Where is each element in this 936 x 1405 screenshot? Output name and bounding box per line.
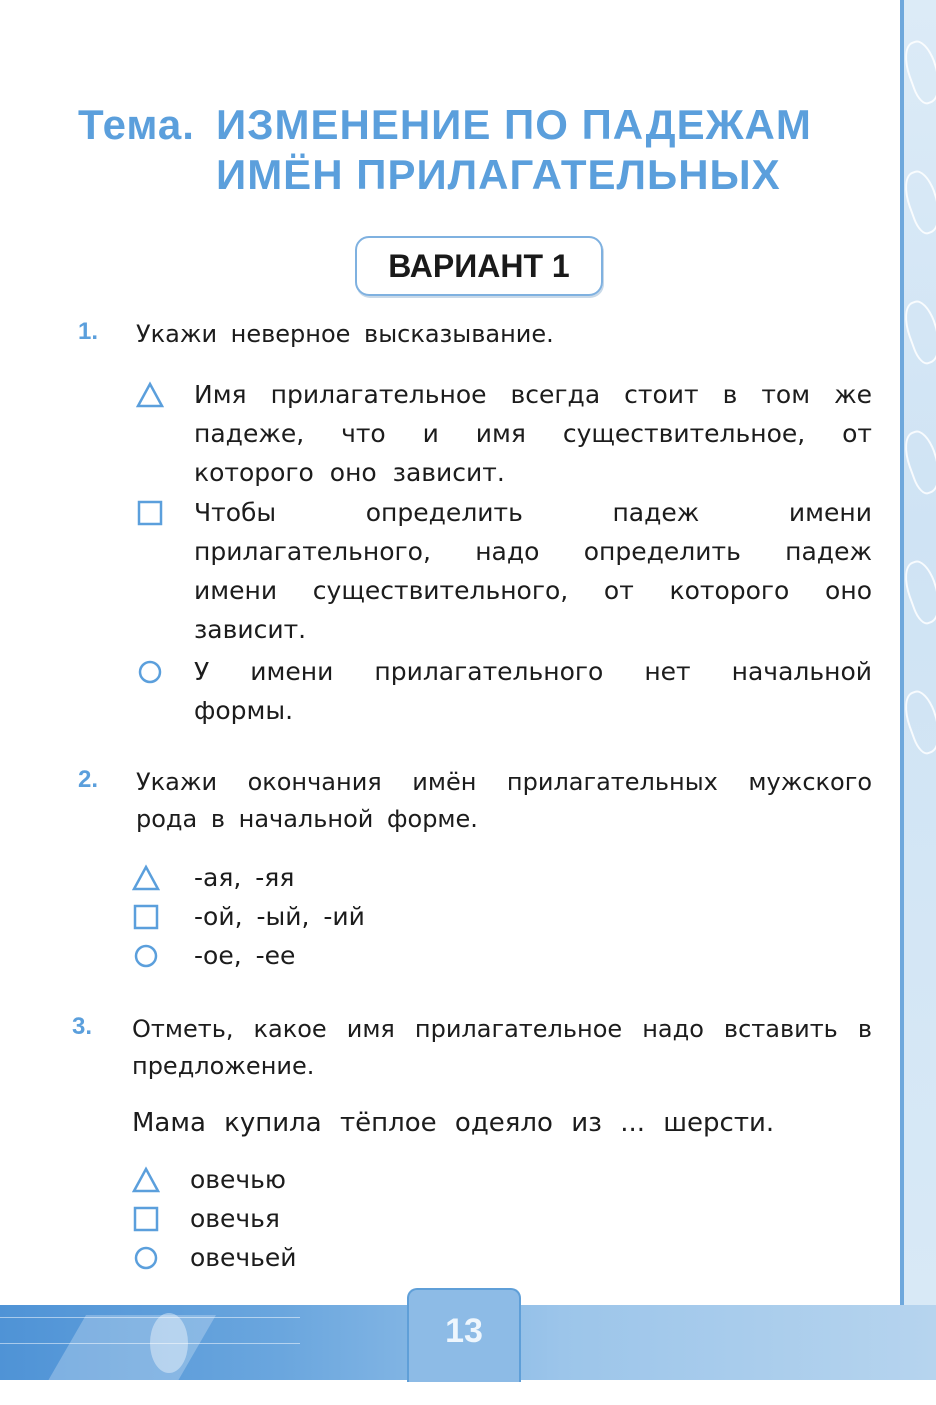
triangle-icon[interactable] <box>136 381 164 409</box>
answer-option[interactable] <box>132 1238 872 1278</box>
answer-option[interactable] <box>132 1199 872 1239</box>
option-text: овечьей <box>190 1243 297 1272</box>
answer-option[interactable] <box>136 858 876 898</box>
decorative-letter <box>898 167 936 237</box>
option-text: -ой, -ый, -ий <box>194 902 365 931</box>
answer-option[interactable] <box>136 375 876 495</box>
circle-icon[interactable] <box>132 942 160 970</box>
decorative-shape <box>150 1313 188 1373</box>
page-title <box>78 100 812 200</box>
answer-option[interactable] <box>136 897 876 937</box>
decorative-shape <box>34 1315 216 1405</box>
option-text: Имя прилагательное всегда стоит в том же падеже, что и имя существительное, от которого оно зависит. <box>194 380 872 487</box>
triangle-icon[interactable] <box>132 864 160 892</box>
circle-icon[interactable] <box>136 658 164 686</box>
triangle-icon[interactable] <box>132 1166 160 1194</box>
option-text: -ая, -яя <box>194 863 295 892</box>
question-number: 3. <box>72 1013 93 1040</box>
circle-icon[interactable] <box>132 1244 160 1272</box>
option-text: Чтобы определить падеж имени прилагательного, надо определить падеж имени существительного, от которого оно зависит. <box>194 498 872 644</box>
page-number: 13 <box>445 1312 483 1350</box>
decorative-letter <box>898 427 936 497</box>
answer-option[interactable] <box>132 1160 872 1200</box>
answer-option[interactable] <box>136 652 876 732</box>
question-text: Отметь, какое имя прилагательное надо вставить в предложение. <box>132 1015 872 1080</box>
page-number-tab <box>407 1288 521 1382</box>
square-icon[interactable] <box>136 499 164 527</box>
decorative-letter <box>898 687 936 757</box>
question-number: 1. <box>78 318 99 345</box>
question-number: 2. <box>78 766 99 793</box>
topic-title-line-2: ИМЁН ПРИЛАГАТЕЛЬНЫХ <box>216 151 781 198</box>
answer-option[interactable] <box>136 493 876 653</box>
variant-label: ВАРИАНТ 1 <box>388 247 570 284</box>
question-text: Укажи неверное высказывание. <box>136 320 554 348</box>
question-text: Укажи окончания имён прилагательных мужского рода в начальной форме. <box>136 768 872 833</box>
decorative-letter <box>898 297 936 367</box>
option-text: овечья <box>190 1204 280 1233</box>
answer-option[interactable] <box>136 936 876 976</box>
option-text: У имени прилагательного нет начальной формы. <box>194 657 872 725</box>
decorative-side-strip <box>900 0 936 1310</box>
square-icon[interactable] <box>132 1205 160 1233</box>
topic-title-line-1: ИЗМЕНЕНИЕ ПО ПАДЕЖАМ <box>216 101 812 148</box>
option-text: овечью <box>190 1165 286 1194</box>
square-icon[interactable] <box>132 903 160 931</box>
example-sentence: Мама купила тёплое одеяло из ... шерсти. <box>132 1108 775 1138</box>
topic-label: Тема. <box>78 101 195 148</box>
decorative-letter <box>898 37 936 107</box>
decorative-letter <box>898 557 936 627</box>
variant-badge <box>355 236 603 296</box>
option-text: -ое, -ее <box>194 941 296 970</box>
